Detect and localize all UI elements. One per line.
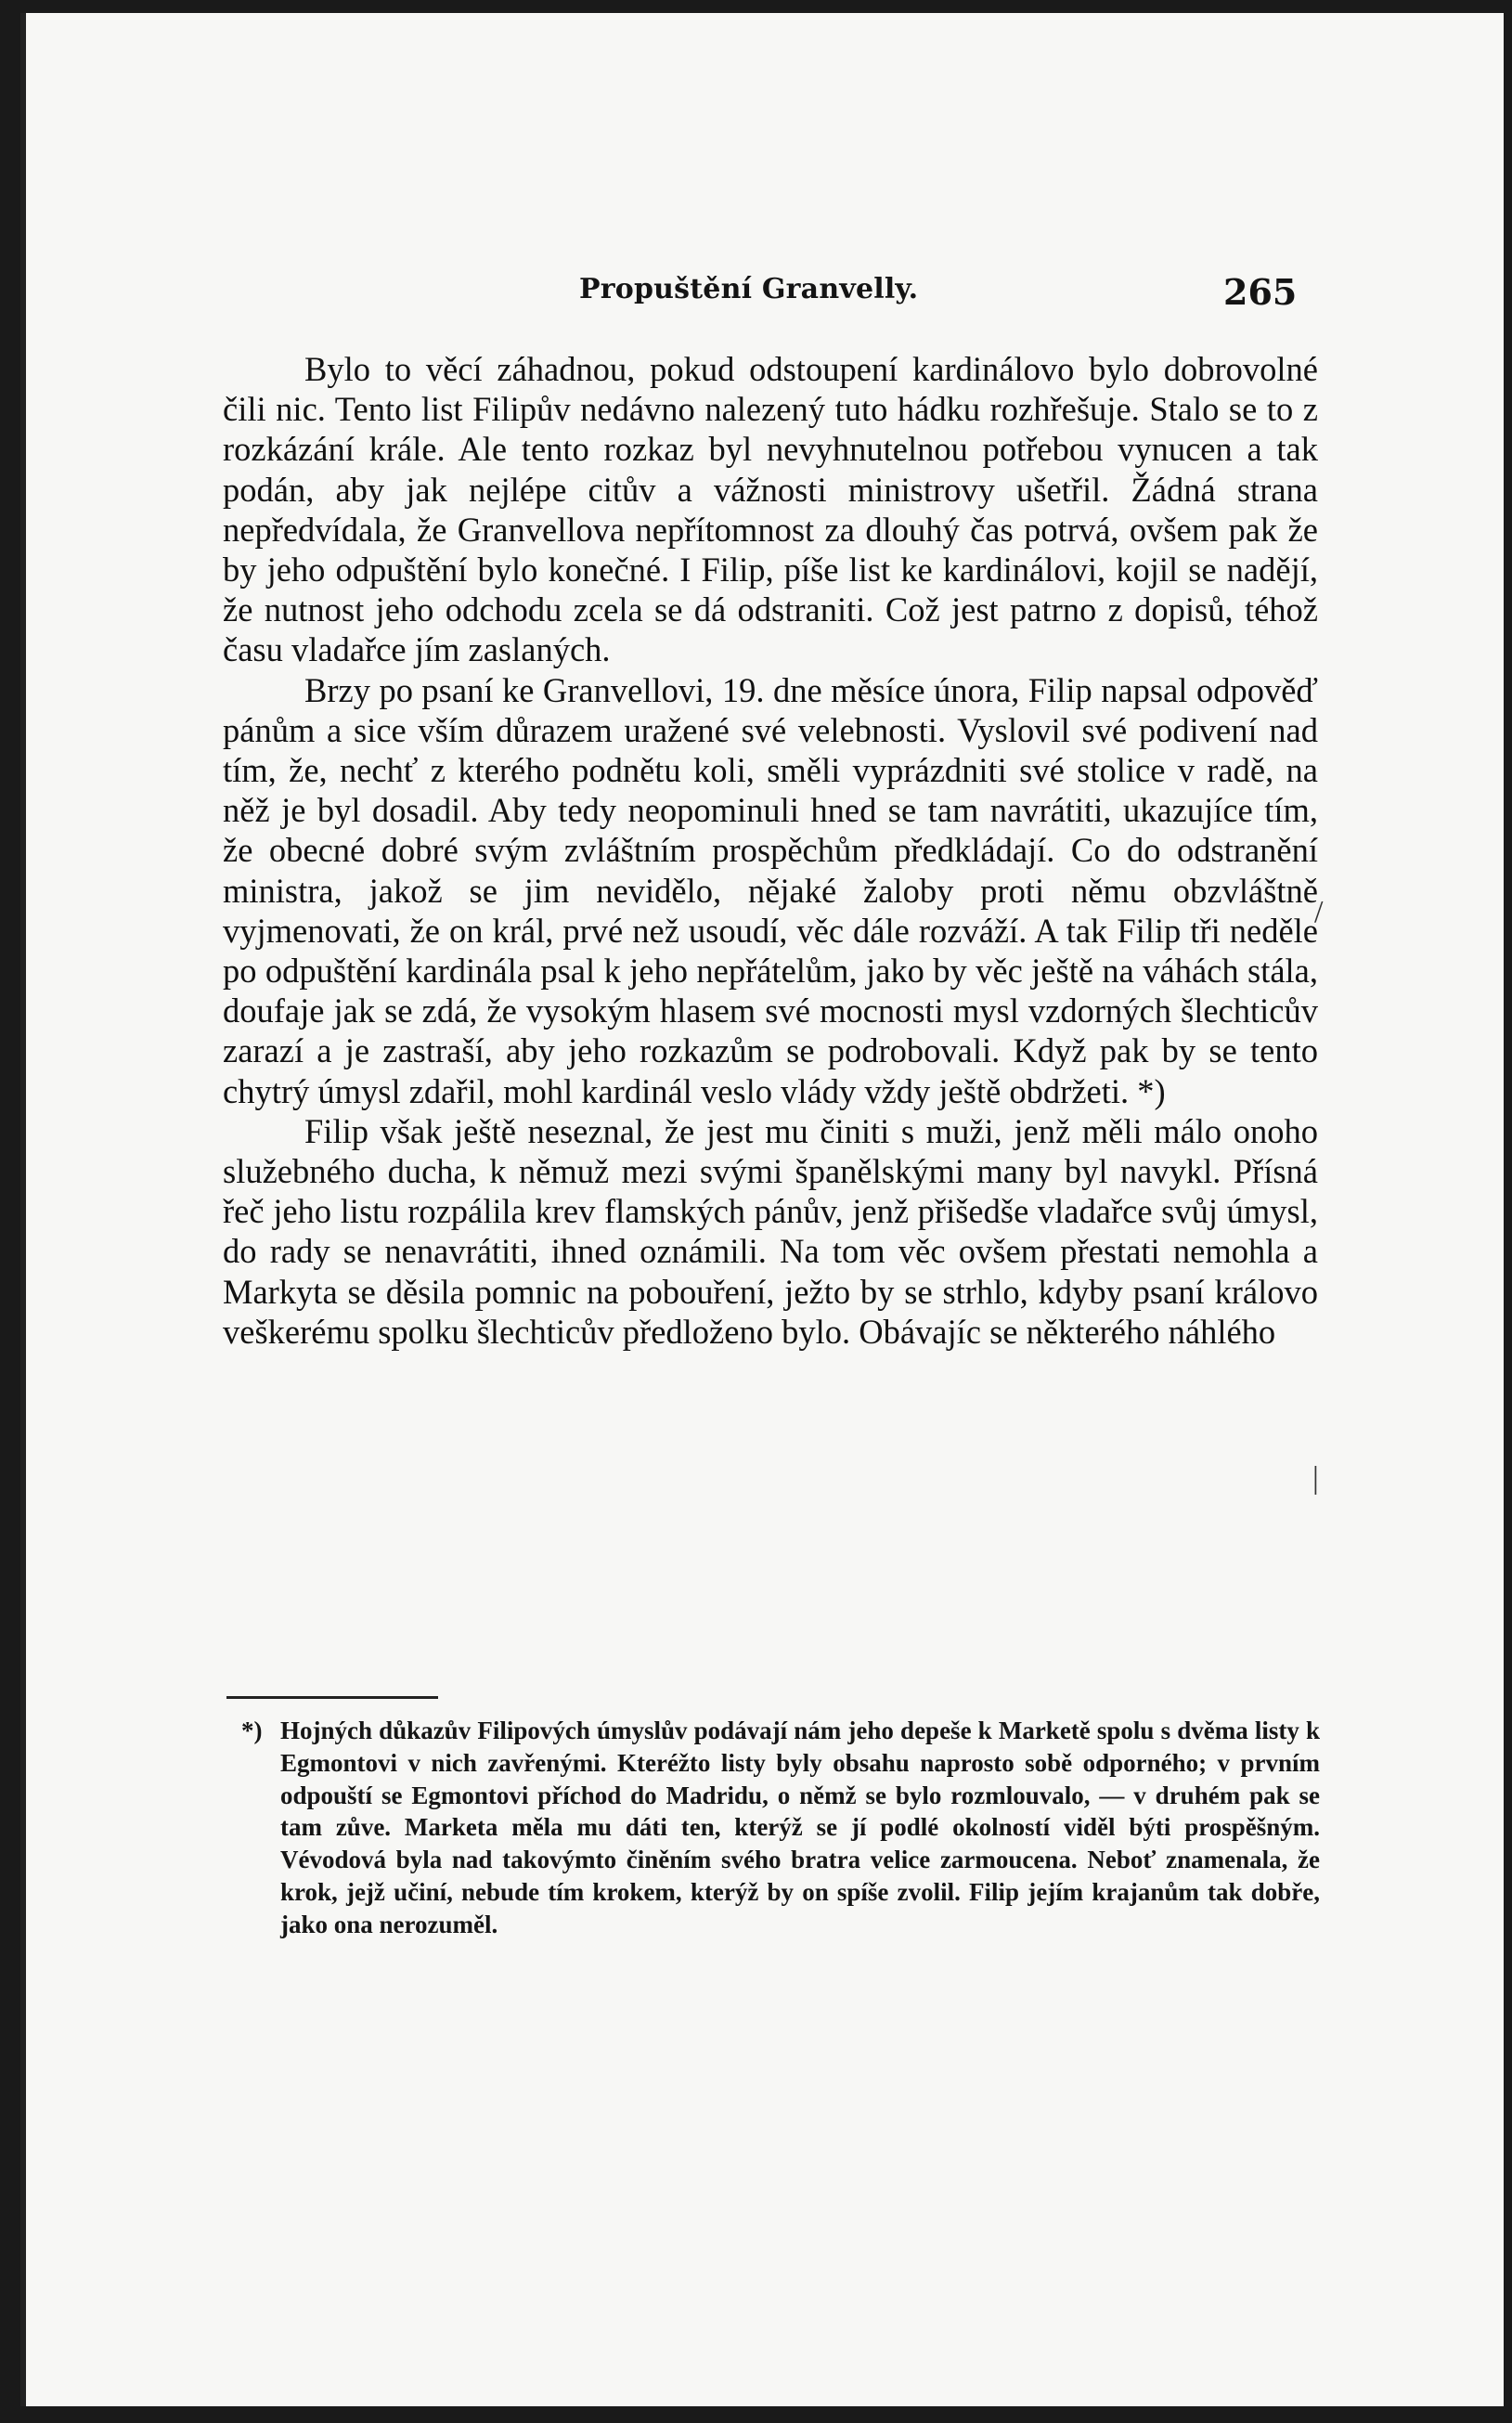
paragraph: Filip však ještě neseznal, že jest mu činiti s muži, jenž měli málo onoho služebného ducha, k němuž mezi svými španělskými many byl navykl. Přísná řeč jeho listu rozpálila krev flamských pánův, jenž přišedše vladařce svůj úmysl, do rady se nenavrátiti, ihned oznámili. Na tom věc ovšem přestati nemohla a Markyta se děsila pomnic na pobouření, ježto by se strhlo, kdyby psaní královo veškerému spolku šlechticův předloženo bylo. Obávajíc se některého náhlého <box>223 1111 1318 1351</box>
footnote-rule <box>226 1696 438 1699</box>
running-title: Propuštění Granvelly. <box>579 273 919 305</box>
footnote-marker: *) <box>241 1717 263 1744</box>
paragraph: Bylo to věcí záhadnou, pokud odstoupení kardinálovo bylo dobrovolné čili nic. Tento list Filipův nedávno nalezený tuto hádku rozhřešuje. Stalo se to z rozkázání krále. Ale tento rozkaz byl nevyhnutelnou potřebou vynucen a tak podán, aby jak nejlépe citův a vážnosti ministrovy ušetřil. Žádná strana nepředvídala, že Granvellova nepřítomnost za dlouhý čas potrvá, ovšem pak že by jeho odpuštění bylo konečné. I Filip, píše list ke kardinálovi, kojil se nadějí, že nutnost jeho odchodu zcela se dá odstraniti. Což jest patrno z dopisů, téhož času vladařce jím zaslaných. <box>223 350 1318 669</box>
margin-mark: / <box>1314 895 1324 929</box>
body-text <box>223 349 1318 1352</box>
footnote-text: Hojných důkazův Filipových úmyslův podávají nám jeho depeše k Marketě spolu s dvěma listy k Egmontovi v nich zavřenými. Kteréžto listy byly obsahu naprosto sobě odporného; v prvním odpouští se Egmontovi příchod do Madridu, o němž se bylo rozmlouvalo, — v druhém pak se tam zůve. Marketa měla mu dáti ten, kterýž se jí podlé okolností viděl býti prospěšným. Vévodová byla nad takovýmto činěním svého bratra velice zarmoucena. Neboť znamenala, že krok, jejž učiní, nebude tím krokem, kterýž by on spíše zvolil. Filip jejím krajanům tak dobře, jako ona nerozuměl. <box>280 1717 1320 1938</box>
margin-mark: | <box>1312 1461 1319 1496</box>
page-header <box>26 266 1318 330</box>
page-number: 265 <box>1223 271 1298 313</box>
footnote <box>241 1715 1320 1941</box>
book-page <box>20 13 1504 2406</box>
paragraph: Brzy po psaní ke Granvellovi, 19. dne měsíce února, Filip napsal odpověď pánům a sice vším důrazem uražené své velebnosti. Vyslovil své podivení nad tím, že, nechť z kterého podnětu koli, směli vyprázdniti své stolice v radě, na něž je byl dosadil. Aby tedy neopominuli hned se tam navrátiti, ukazujíce tím, že obecné dobré svým zvláštním prospěchům předkládají. Co do odstranění ministra, jakož se jim nevidělo, nějaké žaloby proti němu obzvláštně vyjmenovati, že on král, prvé než usoudí, věc dále rozváží. A tak Filip tři neděle po odpuštění kardinála psal k jeho nepřátelům, jako by věc ještě na váhách stála, doufaje jak se zdá, že vysokým hlasem své mocnosti mysl vzdorných šlechticův zarazí a je zastraší, aby jeho rozkazům se podrobovali. Když pak by se tento chytrý úmysl zdařil, mohl kardinál veslo vlády vždy ještě obdržeti. *) <box>223 670 1318 1110</box>
